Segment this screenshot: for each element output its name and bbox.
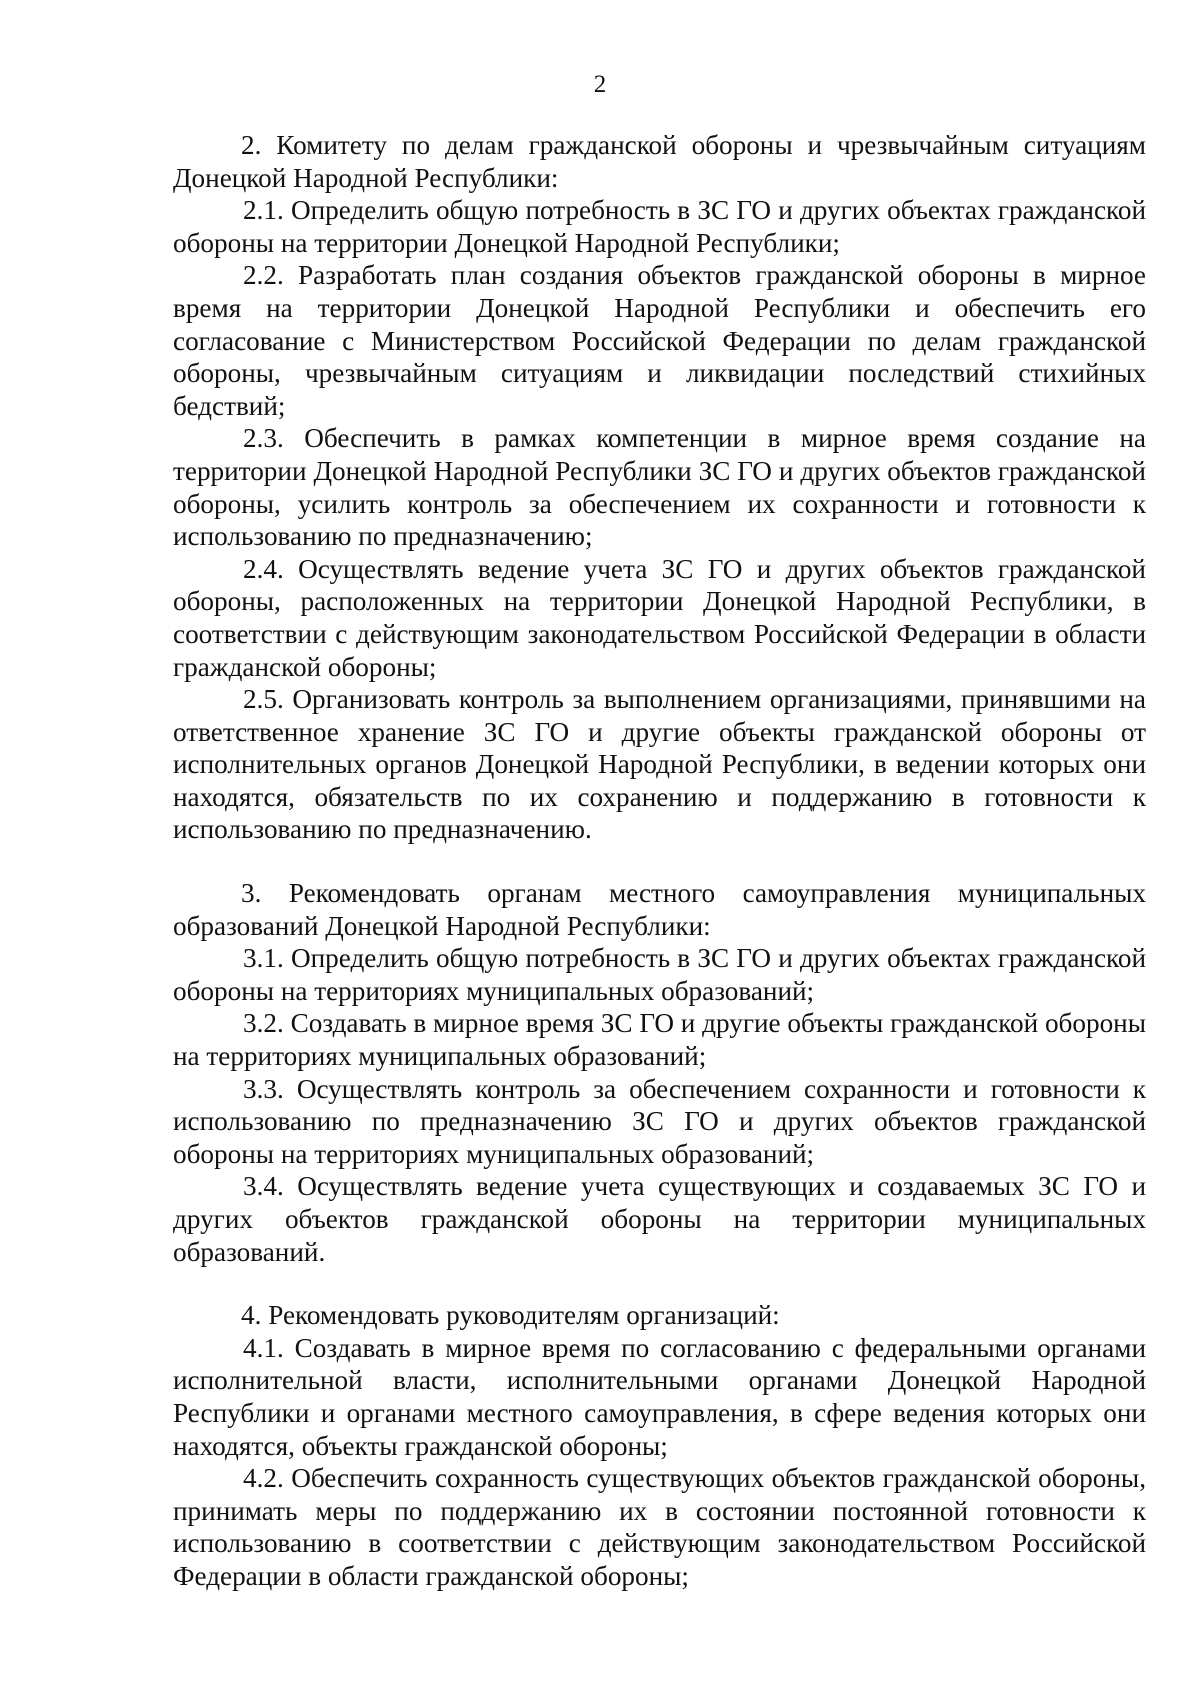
paragraph-3-2: 3.2. Создавать в мирное время ЗС ГО и другие объекты гражданской обороны на территориях муниципальных образований;	[173, 1008, 1146, 1072]
document-body	[173, 129, 1146, 1593]
paragraph-2-1: 2.1. Определить общую потребность в ЗС ГО и других объектах гражданской обороны на территории Донецкой Народной Республики;	[173, 195, 1146, 258]
paragraph-3-1: 3.1. Определить общую потребность в ЗС ГО и других объектах гражданской обороны на территориях муниципальных образований;	[173, 943, 1146, 1006]
paragraph-3-3: 3.3. Осуществлять контроль за обеспечением сохранности и готовности к использованию по предназначению ЗС ГО и других объектов гражданской обороны на территориях муниципальных образований;	[173, 1073, 1146, 1169]
paragraph-2-2: 2.2. Разработать план создания объектов гражданской обороны в мирное время на территории Донецкой Народной Республики и обеспечить его согласование с Министерством Российской Федерации по делам гражданской обороны, чрезвычайным ситуациям и ликвидации последствий стихийных бедствий;	[173, 260, 1146, 421]
paragraph-4-1: 4.1. Создавать в мирное время по согласованию с федеральными органами исполнительной власти, исполнительными органами Донецкой Народной Республики и органами местного самоуправления, в сфере ведения которых они находятся, объекты гражданской обороны;	[173, 1332, 1146, 1461]
paragraph-2-5: 2.5. Организовать контроль за выполнением организациями, принявшими на ответственное хранение ЗС ГО и другие объекты гражданской обороны от исполнительных органов Донецкой Народной Республики, в ведении которых они находятся, обязательств по их сохранению и поддержанию в готовности к использованию по предназначению.	[173, 684, 1146, 845]
paragraph-4: 4. Рекомендовать руководителям организаций:	[241, 1300, 780, 1331]
paragraph-4-2: 4.2. Обеспечить сохранность существующих объектов гражданской обороны, принимать меры по поддержанию их в состоянии постоянной готовности к использованию в соответствии с действующим законодательством Российской Федерации в области гражданской обороны;	[173, 1463, 1146, 1591]
paragraph-3-4: 3.4. Осуществлять ведение учета существующих и создаваемых ЗС ГО и других объектов гражданской обороны на территории муниципальных образований.	[173, 1171, 1146, 1267]
page-number: 2	[593, 71, 607, 98]
paragraph-2-4: 2.4. Осуществлять ведение учета ЗС ГО и других объектов гражданской обороны, расположенных на территории Донецкой Народной Республики, в соответствии с действующим законодательством Российской Федерации в области гражданской обороны;	[173, 553, 1146, 682]
paragraph-3: 3. Рекомендовать органам местного самоуправления муниципальных образований Донецкой Народной Республики:	[173, 878, 1146, 941]
paragraph-2-3: 2.3. Обеспечить в рамках компетенции в мирное время создание на территории Донецкой Народной Республики ЗС ГО и других объектов гражданской обороны, усилить контроль за обеспечением их сохранности и готовности к использованию по предназначению;	[173, 423, 1146, 552]
paragraph-2: 2. Комитету по делам гражданской обороны и чрезвычайным ситуациям Донецкой Народной Республики:	[173, 130, 1146, 193]
